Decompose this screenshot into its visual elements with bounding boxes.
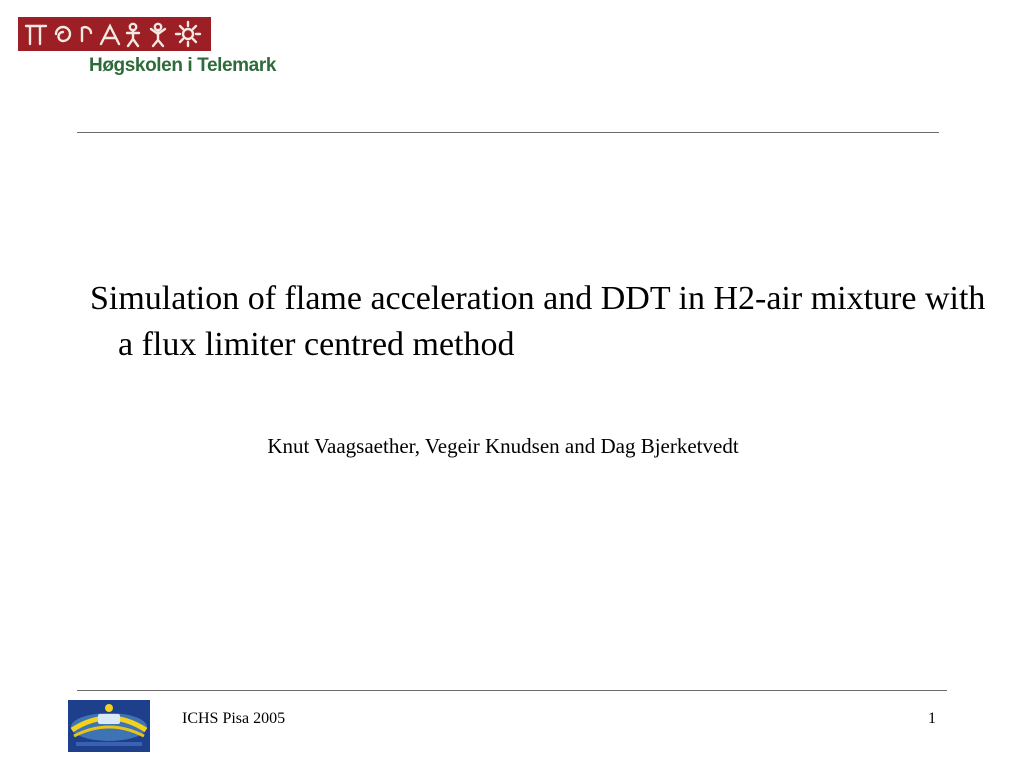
- header-divider: [77, 132, 939, 133]
- university-logo-band: [18, 17, 211, 51]
- slide-authors: Knut Vaagsaether, Vegeir Knudsen and Dag Bjerketvedt: [267, 434, 739, 458]
- slide-title: Simulation of flame acceleration and DDT in H2-air mixture with a flux limiter centred method: [90, 280, 986, 363]
- conference-label: ICHS Pisa 2005: [182, 710, 286, 727]
- footer-divider: [77, 690, 947, 691]
- ichs-conference-logo-icon: [68, 700, 150, 752]
- university-name: Høgskolen i Telemark: [89, 55, 276, 76]
- rune-pictograms-icon: [18, 17, 211, 51]
- page-number: 1: [928, 710, 936, 727]
